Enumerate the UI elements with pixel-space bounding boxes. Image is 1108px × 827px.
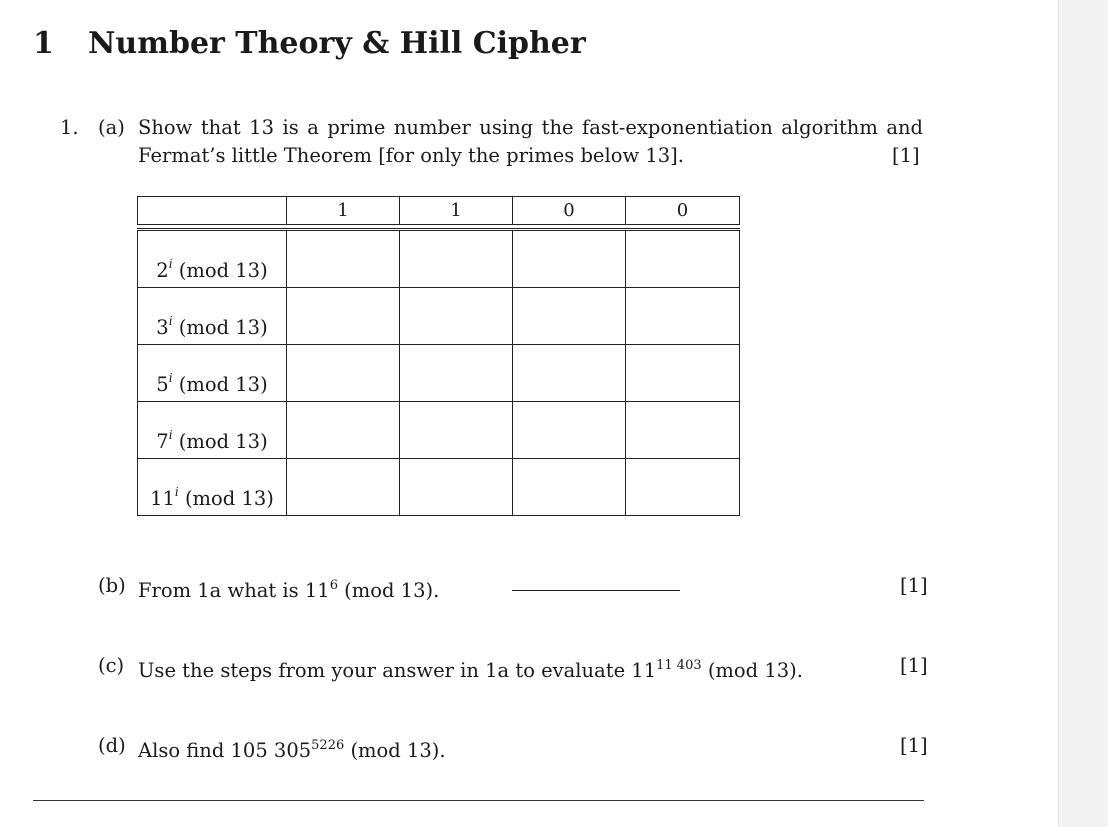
answer-cell[interactable] [400,288,513,345]
part-c-text: Use the steps from your answer in 1a to evaluate $11^{11 403}$ (mod 13). [138,658,803,682]
section-number: 1 [33,26,54,61]
answer-cell[interactable] [513,230,626,288]
bits-header-row [138,197,740,225]
answer-cell[interactable] [287,230,400,288]
answer-cell[interactable] [400,402,513,459]
bottom-divider [33,800,924,801]
row-label: 11$^i$ (mod 13) [138,459,287,516]
part-d-marks: [1] [900,734,928,757]
question-number: 1. [60,116,79,139]
section-title: Number Theory & Hill Cipher [88,26,586,61]
part-a-label: (a) [98,116,125,139]
answer-cell[interactable] [513,345,626,402]
header-cell-blank [138,197,287,225]
answer-cell[interactable] [287,402,400,459]
table-row [138,230,740,288]
answer-cell[interactable] [626,230,740,288]
table-row [138,288,740,345]
answer-cell[interactable] [400,459,513,516]
exponent-bits-header-table [137,196,740,225]
answer-cell[interactable] [513,459,626,516]
row-label: 3$^i$ (mod 13) [138,288,287,345]
fast-exponentiation-table [137,228,740,516]
part-d-label: (d) [98,734,126,757]
answer-cell[interactable] [287,459,400,516]
part-b-text: From 1a what is $11^6$ (mod 13). [138,578,440,602]
viewer-side-gutter [1058,0,1108,827]
answer-cell[interactable] [626,459,740,516]
answer-cell[interactable] [513,288,626,345]
header-cell-bit: 1 [287,197,400,225]
row-label: 2$^i$ (mod 13) [138,230,287,288]
answer-cell[interactable] [400,345,513,402]
answer-cell[interactable] [400,230,513,288]
table-row [138,345,740,402]
header-cell-bit: 0 [626,197,740,225]
table-row [138,459,740,516]
part-c-label: (c) [98,654,125,677]
part-c-marks: [1] [900,654,928,677]
row-label: 5$^i$ (mod 13) [138,345,287,402]
part-a-text-line1: Show that 13 is a prime number using the fast-exponentiation algorithm and [138,116,923,139]
header-cell-bit: 1 [400,197,513,225]
answer-cell[interactable] [287,288,400,345]
header-cell-bit: 0 [513,197,626,225]
section-heading [33,26,586,61]
part-b-label: (b) [98,574,126,597]
answer-cell[interactable] [626,402,740,459]
answer-cell[interactable] [513,402,626,459]
answer-cell[interactable] [626,345,740,402]
row-label: 7$^i$ (mod 13) [138,402,287,459]
table-row [138,402,740,459]
part-d-text: Also find 105 $305^{5226}$ (mod 13). [138,738,446,762]
part-a-marks: [1] [892,144,920,167]
part-b-marks: [1] [900,574,928,597]
answer-cell[interactable] [626,288,740,345]
answer-blank-line[interactable] [512,590,680,591]
answer-cell[interactable] [287,345,400,402]
part-a-text-line2: Fermat’s little Theorem [for only the primes below 13]. [138,144,684,167]
